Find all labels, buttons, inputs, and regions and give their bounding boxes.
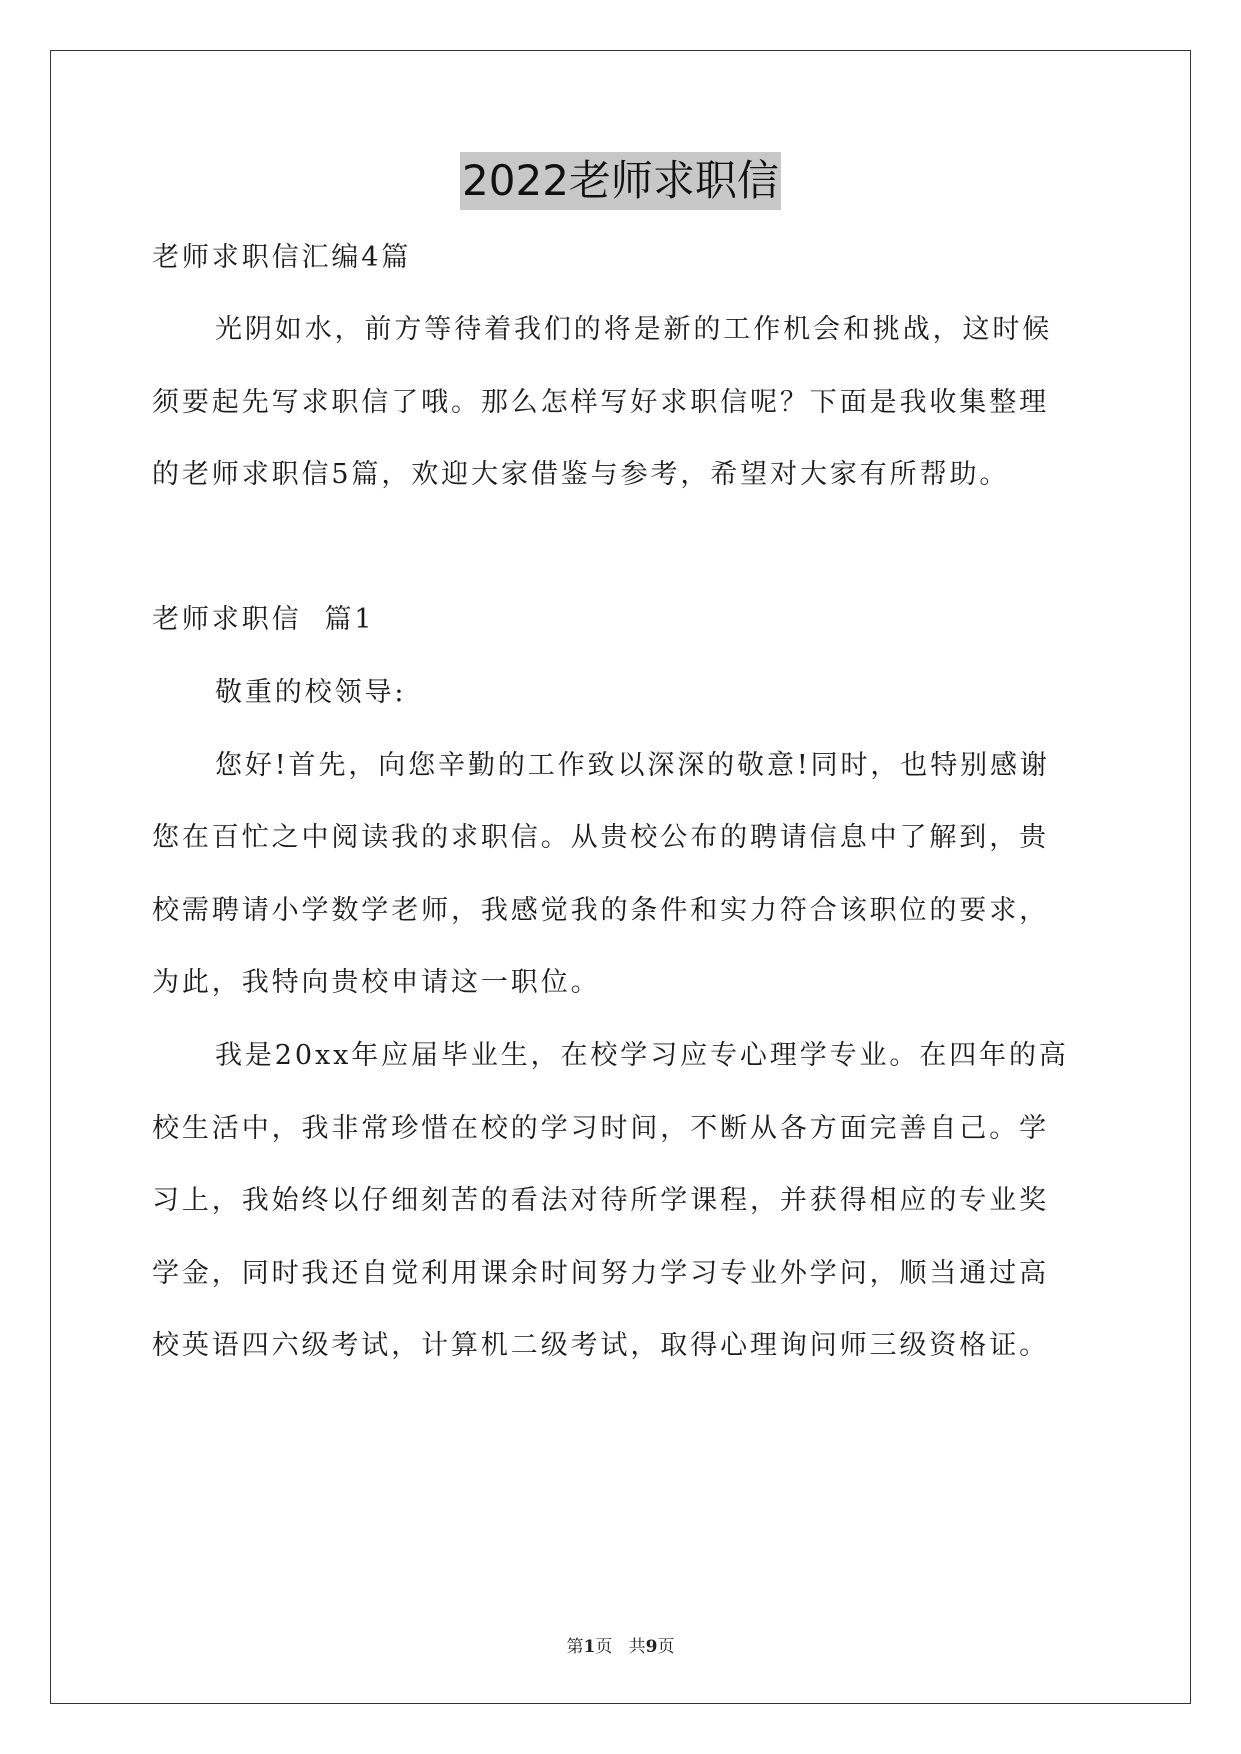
paragraph1-line-3: 校需聘请小学数学老师，我感觉我的条件和实力符合该职位的要求，	[152, 895, 1049, 926]
paragraph2-line-1: 我是20xx年应届毕业生，在校学习应专心理学专业。在四年的高	[215, 1040, 1069, 1071]
paragraph2-line-3: 习上，我始终以仔细刻苦的看法对待所学课程，并获得相应的专业奖	[152, 1185, 1049, 1216]
document-subtitle: 老师求职信汇编4篇	[152, 242, 412, 273]
paragraph1-line-4: 为此，我特向贵校申请这一职位。	[152, 967, 601, 998]
footer-total-pages: 9	[645, 1637, 658, 1657]
salutation: 敬重的校领导:	[215, 677, 407, 708]
paragraph1-line-1: 您好!首先，向您辛勤的工作致以深深的敬意!同时，也特别感谢	[215, 750, 1050, 781]
intro-line-1: 光阴如水，前方等待着我们的将是新的工作机会和挑战，这时候	[215, 314, 1053, 345]
page-border	[50, 50, 1191, 1704]
footer-current-page: 1	[583, 1637, 596, 1657]
footer-suffix: 页	[657, 1637, 675, 1657]
footer-prefix: 第	[566, 1637, 584, 1657]
title-container	[0, 152, 1241, 210]
paragraph1-line-2: 您在百忙之中阅读我的求职信。从贵校公布的聘请信息中了解到，贵	[152, 822, 1049, 853]
document-title: 2022老师求职信	[460, 152, 781, 210]
paragraph2-line-2: 校生活中，我非常珍惜在校的学习时间，不断从各方面完善自己。学	[152, 1113, 1049, 1144]
page-footer	[0, 1632, 1241, 1657]
section-heading: 老师求职信 篇1	[152, 604, 375, 635]
intro-line-3: 的老师求职信5篇，欢迎大家借鉴与参考，希望对大家有所帮助。	[152, 459, 1010, 490]
intro-line-2: 须要起先写求职信了哦。那么怎样写好求职信呢？下面是我收集整理	[152, 387, 1049, 418]
paragraph2-line-4: 学金，同时我还自觉利用课余时间努力学习专业外学问，顺当通过高	[152, 1258, 1049, 1289]
paragraph2-line-5: 校英语四六级考试，计算机二级考试，取得心理询问师三级资格证。	[152, 1330, 1049, 1361]
footer-middle: 页 共	[595, 1637, 646, 1657]
